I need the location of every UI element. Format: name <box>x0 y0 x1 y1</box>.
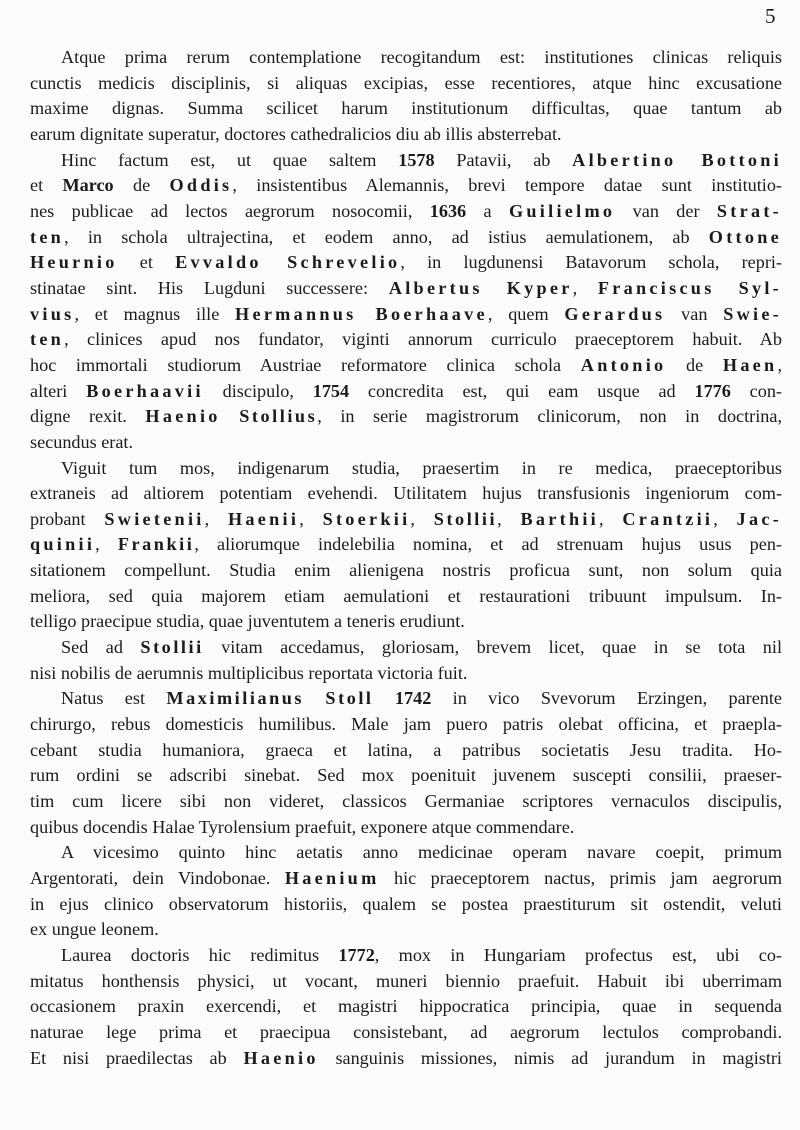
text-run <box>221 406 240 426</box>
text-run: et <box>117 252 176 273</box>
emphasized-text: Stoll <box>325 688 374 709</box>
emphasized-text: Stollius <box>239 406 318 427</box>
text-run: sitationem compellunt. Studia enim alienigena nostris proficua sunt, non solum quia <box>30 560 782 581</box>
page-number: 5 <box>765 4 776 28</box>
text-run: , <box>713 508 737 529</box>
emphasized-text: Haenii <box>227 508 300 529</box>
text-line <box>30 789 782 815</box>
text-line <box>30 712 782 738</box>
emphasized-text: Guilielmo <box>508 200 616 221</box>
text-run: , <box>299 508 323 529</box>
text-run: , insistentibus Alemannis, brevi tempore datae sunt institutio- <box>232 175 782 196</box>
text-line <box>30 917 782 943</box>
text-line <box>30 994 782 1020</box>
emphasized-text: Jac- <box>736 508 783 529</box>
text-run: ex ungue leonem. <box>30 919 159 940</box>
emphasized-text: Frankii <box>117 534 195 555</box>
text-run: mitatus honthensis physici, ut vocant, muneri biennio praefuit. Habuit ibi uberrimam <box>30 970 782 991</box>
text-line <box>30 481 782 507</box>
emphasized-text: Stollii <box>433 508 498 529</box>
text-line <box>30 148 782 174</box>
text-run: , <box>410 508 434 529</box>
emphasized-text: vius <box>30 303 75 324</box>
emphasized-text: 1772 <box>338 944 375 965</box>
text-run: nisi nobilis de aerumnis multiplicibus reportata victoria fuit. <box>30 662 468 683</box>
text-run: vitam accedamus, gloriosam, brevem licet, quae in se tota nil <box>203 637 782 658</box>
text-run <box>374 688 395 708</box>
text-line <box>30 635 782 661</box>
emphasized-text: Maximilianus <box>166 688 305 709</box>
emphasized-text: Strat- <box>716 200 783 221</box>
text-run: in vico Svevorum Erzingen, parente <box>431 688 783 709</box>
text-run: , mox in Hungariam profectus est, ubi co- <box>374 944 782 965</box>
text-run: quibus docendis Halae Tyrolensium praefuit, exponere atque commendare. <box>30 816 575 837</box>
text-line <box>30 661 782 687</box>
emphasized-text: 1754 <box>312 380 350 401</box>
text-run: et <box>30 175 63 196</box>
emphasized-text: 1636 <box>429 200 467 221</box>
text-line <box>30 199 782 225</box>
text-line <box>30 1020 782 1046</box>
text-run: hoc immortali studiorum Austriae reformatore clinica schola <box>30 354 581 375</box>
text-line <box>30 173 782 199</box>
emphasized-text: Barthii <box>520 508 599 529</box>
text-run: rum ordini se adscribi sinebat. Sed mox poenituit juvenem suscepti consilii, praeser- <box>30 765 782 786</box>
text-run: concredita est, qui eam usque ad <box>349 380 695 401</box>
text-run: de <box>113 175 170 196</box>
text-line <box>30 532 782 558</box>
text-line <box>30 584 782 610</box>
text-run: , <box>204 508 228 529</box>
text-run: discipulo, <box>203 380 313 401</box>
emphasized-text: Haenio <box>145 406 221 427</box>
text-run: stinatae sint. His Lugduni successere: <box>30 277 389 298</box>
text-line <box>30 558 782 584</box>
emphasized-text: Crantzii <box>622 508 714 529</box>
text-run: , <box>777 354 782 375</box>
text-run: telligo praecipue studia, quae juventutem a teneris erudiunt. <box>30 611 465 632</box>
body-text <box>30 45 782 1071</box>
text-run: Et nisi praedilectas ab <box>30 1047 244 1068</box>
text-run: , <box>599 508 623 529</box>
text-run: secundus erat. <box>30 431 134 452</box>
text-run: Hinc factum est, ut quae saltem <box>61 149 399 170</box>
text-run: sanguinis missiones, nimis ad jurandum in magistri <box>318 1047 782 1068</box>
emphasized-text: Stollii <box>140 637 204 658</box>
emphasized-text: Hermannus Boerhaave <box>235 303 488 324</box>
emphasized-text: ten <box>30 329 65 350</box>
text-run: naturae lege prima et praecipua consistebant, ad aegrorum lectulos comprobandi. <box>30 1021 782 1042</box>
text-line <box>30 96 782 122</box>
text-line <box>30 353 782 379</box>
text-run: probant <box>30 508 105 529</box>
text-line <box>30 327 782 353</box>
text-run: digne rexit. <box>30 406 146 427</box>
emphasized-text: Ottone <box>708 226 782 247</box>
emphasized-text: Oddis <box>169 175 233 196</box>
text-run: , <box>95 534 118 555</box>
text-run: , quem <box>487 303 565 324</box>
text-line <box>30 456 782 482</box>
text-line <box>30 71 782 97</box>
text-line <box>30 738 782 764</box>
text-line <box>30 969 782 995</box>
text-run: tim cum licere sibi non videret, classicos Germaniae scriptores vernaculos discipulis, <box>30 791 782 812</box>
text-run: hic praeceptorem nactus, primis jam aegrorum <box>379 868 782 888</box>
emphasized-text: 1776 <box>694 380 731 401</box>
text-run: occasionem praxin exercendi, et magistri hippocratica principia, quae in sequenda <box>30 996 782 1017</box>
text-run: , in schola ultrajectina, et eodem anno, ad istius aemulationem, ab <box>64 226 709 247</box>
text-run: , <box>572 277 598 298</box>
emphasized-text: quinii <box>30 534 96 555</box>
emphasized-text: Albertino Bottoni <box>572 149 782 170</box>
emphasized-text: Albertus Kyper <box>388 277 573 298</box>
text-line <box>30 866 782 892</box>
text-run: Laurea doctoris hic redimitus <box>61 944 339 965</box>
emphasized-text: Swie- <box>723 303 782 324</box>
emphasized-text: Heurnio <box>30 252 118 273</box>
text-run: meliora, sed quia majorem etiam aemulationi et restaurationi tribuunt impulsum. In- <box>30 585 782 606</box>
emphasized-text: 1578 <box>398 149 435 170</box>
text-run: in ejus clinico observatorum historiis, qualem se postea praestiturum sit ostendit, veluti <box>30 893 782 914</box>
emphasized-text: Evvaldo Schrevelio <box>175 252 401 273</box>
text-run: earum dignitate superatur, doctores cathedralicios diu ab illis absterrebat. <box>30 123 562 144</box>
text-run: Viguit tum mos, indigenarum studia, praesertim in re medica, praeceptoribus <box>61 457 782 478</box>
text-line <box>30 250 782 276</box>
text-line <box>30 892 782 918</box>
text-run: van der <box>615 200 717 221</box>
emphasized-text: ten <box>30 226 65 247</box>
text-run: a <box>466 200 509 221</box>
emphasized-text: Gerardus <box>564 303 666 324</box>
emphasized-text: Franciscus Syl- <box>597 277 782 298</box>
text-run: A vicesimo quinto hinc aetatis anno medicinae operam navare coepit, primum <box>61 842 782 863</box>
text-line <box>30 45 782 71</box>
text-run: Atque prima rerum contemplatione recogitandum est: institutiones clinicas reliquis <box>61 47 782 67</box>
text-run: alteri <box>30 380 87 401</box>
emphasized-text: Marco <box>62 175 114 196</box>
text-run: maxime dignas. Summa scilicet harum institutionum difficultas, quae tantum ab <box>30 98 782 119</box>
emphasized-text: 1742 <box>394 688 432 709</box>
text-line <box>30 404 782 430</box>
text-run: , <box>497 508 521 529</box>
emphasized-text: Antonio <box>580 354 667 375</box>
emphasized-text: Stoerkii <box>322 508 411 529</box>
emphasized-text: Boerhaavii <box>86 380 204 401</box>
text-line <box>30 276 782 302</box>
text-line <box>30 379 782 405</box>
text-run: , in serie magistrorum clinicorum, non in doctrina, <box>317 406 782 427</box>
text-run: de <box>666 354 723 375</box>
text-run: , et magnus ille <box>74 303 236 324</box>
text-run: Sed ad <box>61 637 141 658</box>
text-line <box>30 507 782 533</box>
text-run: extraneis ad altiorem potentiam evehendi. Utilitatem hujus transfusionis ingeniorum com- <box>30 483 782 504</box>
text-run: , aliorumque indelebilia nomina, et ad strenuam hujus usus pen- <box>194 534 782 555</box>
text-run: van <box>665 303 724 324</box>
text-run: Natus est <box>61 688 167 709</box>
text-line <box>30 686 782 712</box>
text-line <box>30 225 782 251</box>
text-run: nes publicae ad lectos aegrorum nosocomii, <box>30 200 430 221</box>
text-line <box>30 609 782 635</box>
emphasized-text: Haenio <box>243 1047 319 1068</box>
text-line <box>30 122 782 148</box>
text-run: chirurgo, rebus domesticis humilibus. Male jam puero patris olebat officina, et praepla- <box>30 714 782 735</box>
text-line <box>30 943 782 969</box>
text-line <box>30 815 782 841</box>
text-run: , in lugdunensi Batavorum schola, repri- <box>400 252 782 273</box>
text-run: Argentorati, dein Vindobonae. <box>30 868 285 888</box>
text-run: con- <box>730 380 782 401</box>
text-line <box>30 302 782 328</box>
emphasized-text: Haen <box>722 354 778 375</box>
text-line <box>30 763 782 789</box>
text-line <box>30 840 782 866</box>
text-run: cebant studia humaniora, graeca et latina, a patribus societatis Jesu tradita. Ho- <box>30 739 782 760</box>
text-run: cunctis medicis disciplinis, si aliquas excipias, esse recentiores, atque hinc excusatione <box>30 72 782 93</box>
text-line <box>30 1046 782 1072</box>
emphasized-text: Haenium <box>284 868 380 888</box>
text-run: Patavii, ab <box>434 149 573 170</box>
text-run <box>304 688 325 708</box>
emphasized-text: Swietenii <box>104 508 205 529</box>
text-line <box>30 430 782 456</box>
text-run: , clinices apud nos fundator, viginti annorum curriculo praeceptorem habuit. Ab <box>64 329 782 350</box>
